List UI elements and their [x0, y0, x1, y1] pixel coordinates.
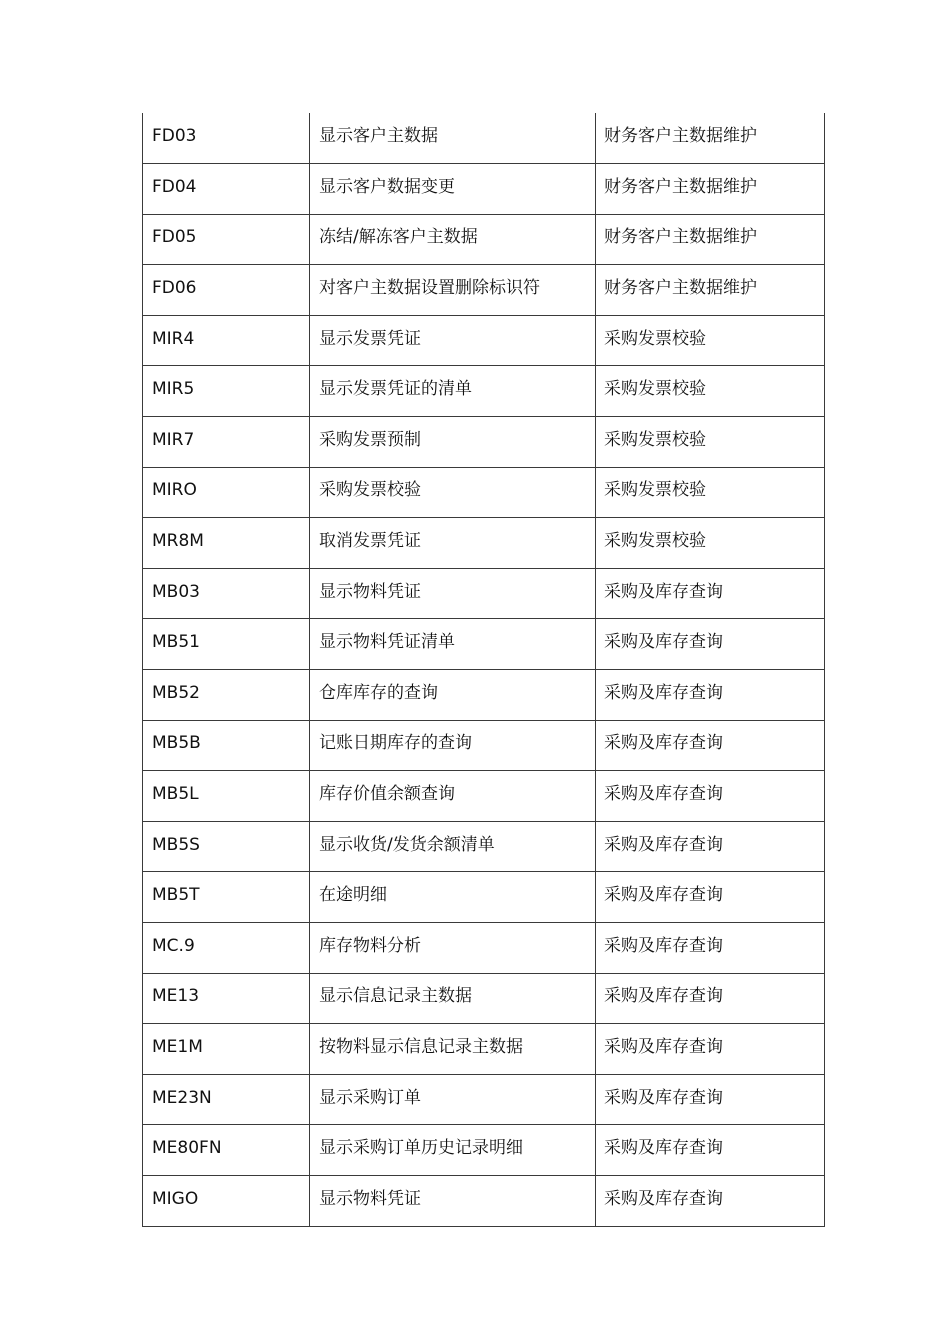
- table-row: [143, 1024, 825, 1075]
- category-cell: 采购及库存查询: [596, 720, 825, 771]
- transaction-code-table: [142, 113, 825, 1227]
- description-cell: 记账日期库存的查询: [310, 720, 596, 771]
- description-cell: 显示采购订单历史记录明细: [310, 1125, 596, 1176]
- transaction-code-cell: MIR5: [143, 366, 310, 417]
- transaction-code-cell: MR8M: [143, 518, 310, 569]
- table-row: [143, 518, 825, 569]
- transaction-code-cell: MIRO: [143, 467, 310, 518]
- category-cell: 采购及库存查询: [596, 771, 825, 822]
- description-cell: 库存价值余额查询: [310, 771, 596, 822]
- description-cell: 显示发票凭证的清单: [310, 366, 596, 417]
- transaction-code-cell: MC.9: [143, 923, 310, 974]
- description-cell: 显示客户主数据: [310, 113, 596, 164]
- transaction-code-cell: ME23N: [143, 1074, 310, 1125]
- description-cell: 显示采购订单: [310, 1074, 596, 1125]
- table-row: [143, 467, 825, 518]
- category-cell: 财务客户主数据维护: [596, 214, 825, 265]
- description-cell: 冻结/解冻客户主数据: [310, 214, 596, 265]
- table-row: [143, 164, 825, 215]
- table-row: [143, 720, 825, 771]
- category-cell: 采购及库存查询: [596, 1175, 825, 1226]
- table-row: [143, 568, 825, 619]
- transaction-code-cell: MB51: [143, 619, 310, 670]
- category-cell: 采购及库存查询: [596, 568, 825, 619]
- category-cell: 采购及库存查询: [596, 670, 825, 721]
- category-cell: 采购及库存查询: [596, 1074, 825, 1125]
- table-row: [143, 923, 825, 974]
- category-cell: 财务客户主数据维护: [596, 113, 825, 164]
- category-cell: 财务客户主数据维护: [596, 265, 825, 316]
- category-cell: 采购及库存查询: [596, 821, 825, 872]
- table-row: [143, 670, 825, 721]
- table-row: [143, 821, 825, 872]
- transaction-code-cell: ME13: [143, 973, 310, 1024]
- transaction-code-cell: MB52: [143, 670, 310, 721]
- transaction-code-cell: MIR4: [143, 315, 310, 366]
- transaction-code-cell: FD03: [143, 113, 310, 164]
- table-row: [143, 315, 825, 366]
- description-cell: 显示收货/发货余额清单: [310, 821, 596, 872]
- description-cell: 取消发票凭证: [310, 518, 596, 569]
- description-cell: 仓库库存的查询: [310, 670, 596, 721]
- table-row: [143, 1175, 825, 1226]
- category-cell: 采购及库存查询: [596, 1125, 825, 1176]
- description-cell: 显示物料凭证: [310, 1175, 596, 1226]
- transaction-code-cell: MB5S: [143, 821, 310, 872]
- description-cell: 采购发票预制: [310, 417, 596, 468]
- transaction-code-cell: MIR7: [143, 417, 310, 468]
- transaction-code-cell: MB5B: [143, 720, 310, 771]
- table-row: [143, 1125, 825, 1176]
- transaction-code-cell: FD06: [143, 265, 310, 316]
- table-row: [143, 265, 825, 316]
- category-cell: 采购及库存查询: [596, 1024, 825, 1075]
- table-row: [143, 771, 825, 822]
- transaction-code-cell: ME1M: [143, 1024, 310, 1075]
- description-cell: 对客户主数据设置删除标识符: [310, 265, 596, 316]
- description-cell: 显示物料凭证: [310, 568, 596, 619]
- table-row: [143, 366, 825, 417]
- transaction-code-cell: MB5L: [143, 771, 310, 822]
- table-row: [143, 417, 825, 468]
- category-cell: 采购发票校验: [596, 518, 825, 569]
- description-cell: 按物料显示信息记录主数据: [310, 1024, 596, 1075]
- transaction-code-cell: MB03: [143, 568, 310, 619]
- description-cell: 显示物料凭证清单: [310, 619, 596, 670]
- transaction-code-cell: ME80FN: [143, 1125, 310, 1176]
- table-row: [143, 619, 825, 670]
- category-cell: 采购发票校验: [596, 315, 825, 366]
- category-cell: 采购发票校验: [596, 366, 825, 417]
- transaction-code-cell: FD05: [143, 214, 310, 265]
- category-cell: 采购发票校验: [596, 467, 825, 518]
- description-cell: 库存物料分析: [310, 923, 596, 974]
- description-cell: 显示客户数据变更: [310, 164, 596, 215]
- category-cell: 采购发票校验: [596, 417, 825, 468]
- category-cell: 采购及库存查询: [596, 923, 825, 974]
- transaction-code-cell: FD04: [143, 164, 310, 215]
- table-row: [143, 113, 825, 164]
- description-cell: 显示发票凭证: [310, 315, 596, 366]
- description-cell: 显示信息记录主数据: [310, 973, 596, 1024]
- category-cell: 财务客户主数据维护: [596, 164, 825, 215]
- category-cell: 采购及库存查询: [596, 872, 825, 923]
- description-cell: 在途明细: [310, 872, 596, 923]
- table-row: [143, 973, 825, 1024]
- table-row: [143, 872, 825, 923]
- category-cell: 采购及库存查询: [596, 619, 825, 670]
- table-body: [143, 113, 825, 1226]
- table-row: [143, 1074, 825, 1125]
- transaction-code-cell: MB5T: [143, 872, 310, 923]
- table-row: [143, 214, 825, 265]
- category-cell: 采购及库存查询: [596, 973, 825, 1024]
- transaction-code-cell: MIGO: [143, 1175, 310, 1226]
- description-cell: 采购发票校验: [310, 467, 596, 518]
